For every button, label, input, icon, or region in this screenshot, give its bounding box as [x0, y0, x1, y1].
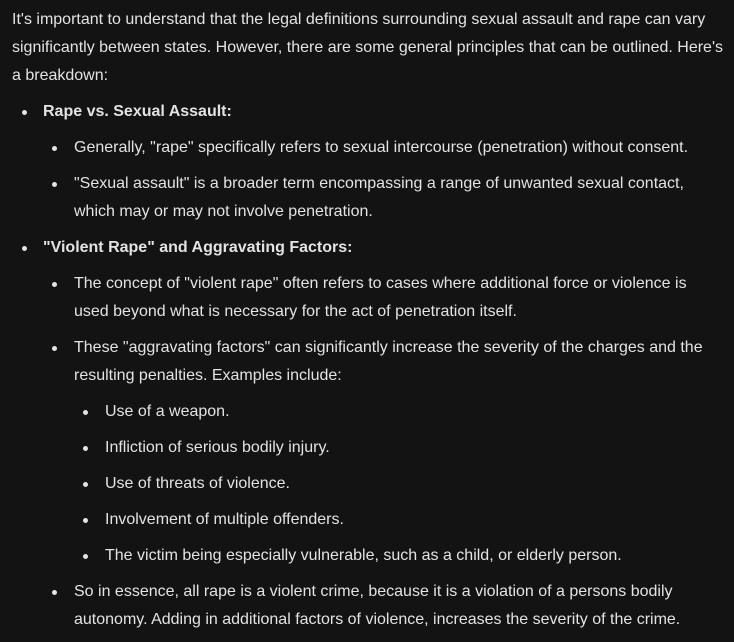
bullet-dot-icon: [80, 542, 90, 570]
list-item-text: The concept of "violent rape" often refers to cases where additional force or violence is used beyond what is necessary for the act of penetration itself.: [74, 275, 687, 320]
sub-list: [43, 134, 724, 226]
bullet-dot-icon: [19, 98, 29, 126]
list-item-rape-vs-sexual-assault: [12, 98, 724, 226]
list-item: [74, 398, 724, 426]
section-heading: Rape vs. Sexual Assault:: [43, 103, 232, 120]
list-item-text: Generally, "rape" specifically refers to sexual intercourse (penetration) without consent.: [74, 139, 689, 156]
bullet-dot-icon: [49, 334, 59, 362]
list-item-text: The victim being especially vulnerable, such as a child, or elderly person.: [105, 547, 622, 564]
list-item: [43, 170, 724, 226]
list-item-text: Infliction of serious bodily injury.: [105, 439, 330, 456]
list-item-text: Involvement of multiple offenders.: [105, 511, 344, 528]
bullet-dot-icon: [80, 434, 90, 462]
examples-list: [74, 398, 724, 570]
list-item-violent-rape: [12, 234, 724, 634]
list-item: [74, 542, 724, 570]
list-item: [43, 578, 724, 634]
bullet-dot-icon: [49, 270, 59, 298]
sub-list: [43, 270, 724, 634]
bullet-dot-icon: [49, 134, 59, 162]
list-item-text: So in essence, all rape is a violent crime, because it is a violation of a persons bodily autonomy. Adding in additional factors of violence, increases the severity of the crime.: [74, 583, 681, 628]
list-item: [43, 134, 724, 162]
list-item: [43, 270, 724, 326]
list-item-text: Use of threats of violence.: [105, 475, 290, 492]
bullet-dot-icon: [80, 398, 90, 426]
bullet-dot-icon: [49, 578, 59, 606]
list-item-text: These "aggravating factors" can significantly increase the severity of the charges and the resulting penalties. Examples include:: [74, 339, 703, 384]
bullet-dot-icon: [19, 234, 29, 262]
bullet-dot-icon: [80, 470, 90, 498]
response-text: [12, 6, 724, 642]
bullet-dot-icon: [80, 506, 90, 534]
intro-paragraph: It's important to understand that the legal definitions surrounding sexual assault and rape can vary significantly between states. However, there are some general principles that can be outlined. Here's a breakdown:: [12, 11, 723, 84]
list-item-text: Use of a weapon.: [105, 403, 230, 420]
section-heading: "Violent Rape" and Aggravating Factors:: [43, 239, 353, 256]
section-list: [12, 98, 724, 634]
list-item: [74, 506, 724, 534]
list-item: [74, 470, 724, 498]
list-item: [74, 434, 724, 462]
bullet-dot-icon: [49, 170, 59, 198]
list-item: [43, 334, 724, 570]
list-item-text: "Sexual assault" is a broader term encompassing a range of unwanted sexual contact, which may or may not involve penetration.: [74, 175, 684, 220]
